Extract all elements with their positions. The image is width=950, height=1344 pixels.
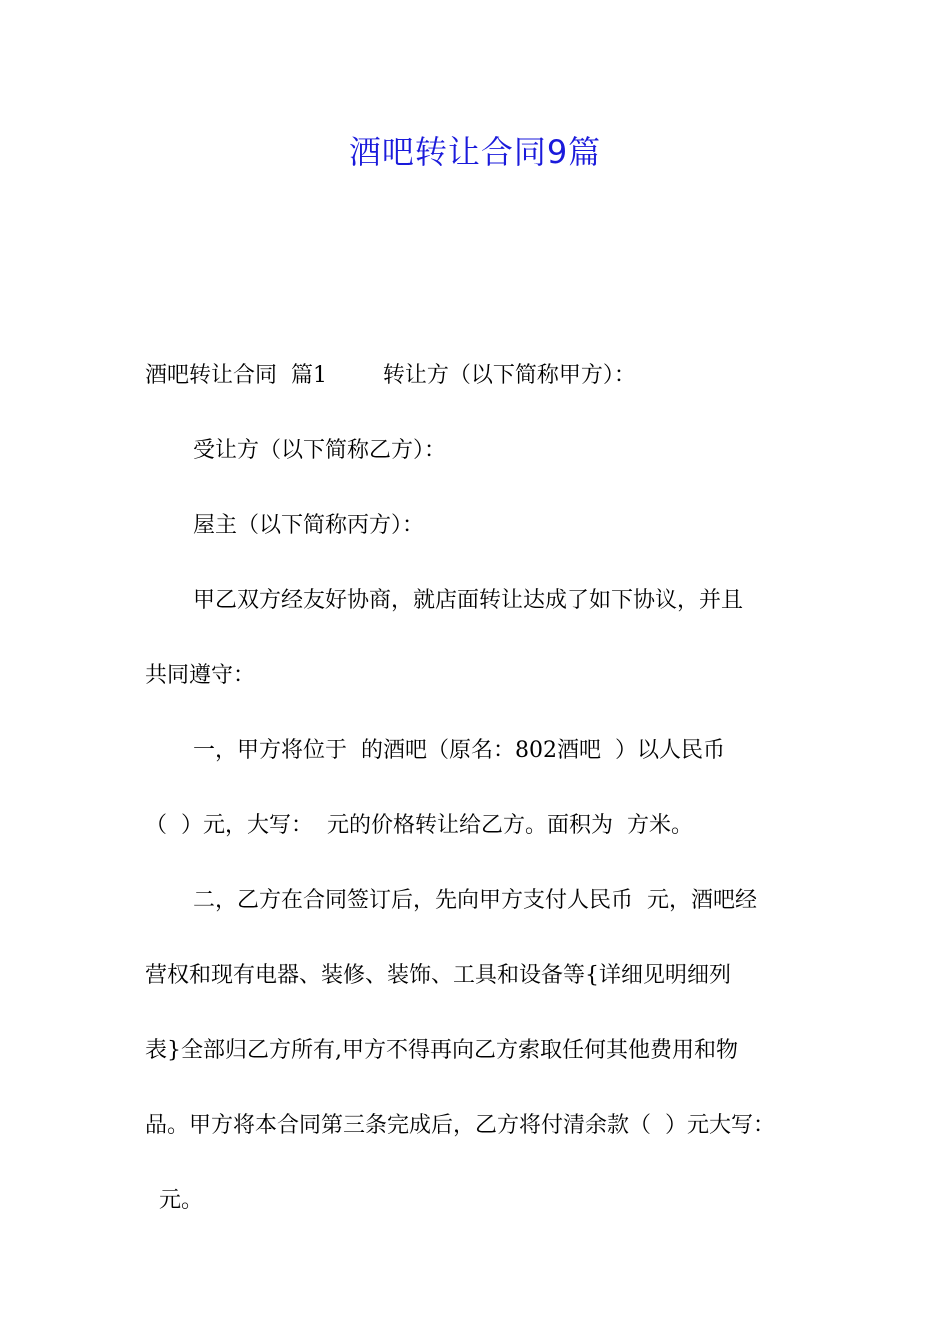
paragraph-line: 表}全部归乙方所有,甲方不得再向乙方索取任何其他费用和物 (145, 1038, 738, 1063)
paragraph-line: 一，甲方将位于 的酒吧（原名：802酒吧 ）以人民币 (193, 738, 725, 763)
paragraph-line: 受让方（以下简称乙方）： (193, 438, 447, 463)
paragraph-line: 营权和现有电器、装修、装饰、工具和设备等{详细见明细列 (145, 963, 731, 988)
paragraph-line: 品。甲方将本合同第三条完成后，乙方将付清余款（ ）元大写： (145, 1113, 775, 1138)
paragraph-line: 元。 (145, 1188, 203, 1213)
paragraph-line: （ ）元，大写： 元的价格转让给乙方。面积为 方米。 (145, 813, 693, 838)
document-body (145, 338, 810, 1238)
paragraph-line: 甲乙双方经友好协商，就店面转让达成了如下协议，并且 (193, 588, 744, 613)
paragraph-line: 共同遵守： (145, 663, 256, 688)
paragraph-line: 二，乙方在合同签订后，先向甲方支付人民币 元，酒吧经 (193, 888, 757, 913)
paragraph-line: 屋主（以下简称丙方）： (193, 513, 425, 538)
document-title: 酒吧转让合同9篇 (348, 133, 602, 171)
paragraph-line: 酒吧转让合同 篇1 转让方（以下简称甲方）： (145, 363, 636, 388)
